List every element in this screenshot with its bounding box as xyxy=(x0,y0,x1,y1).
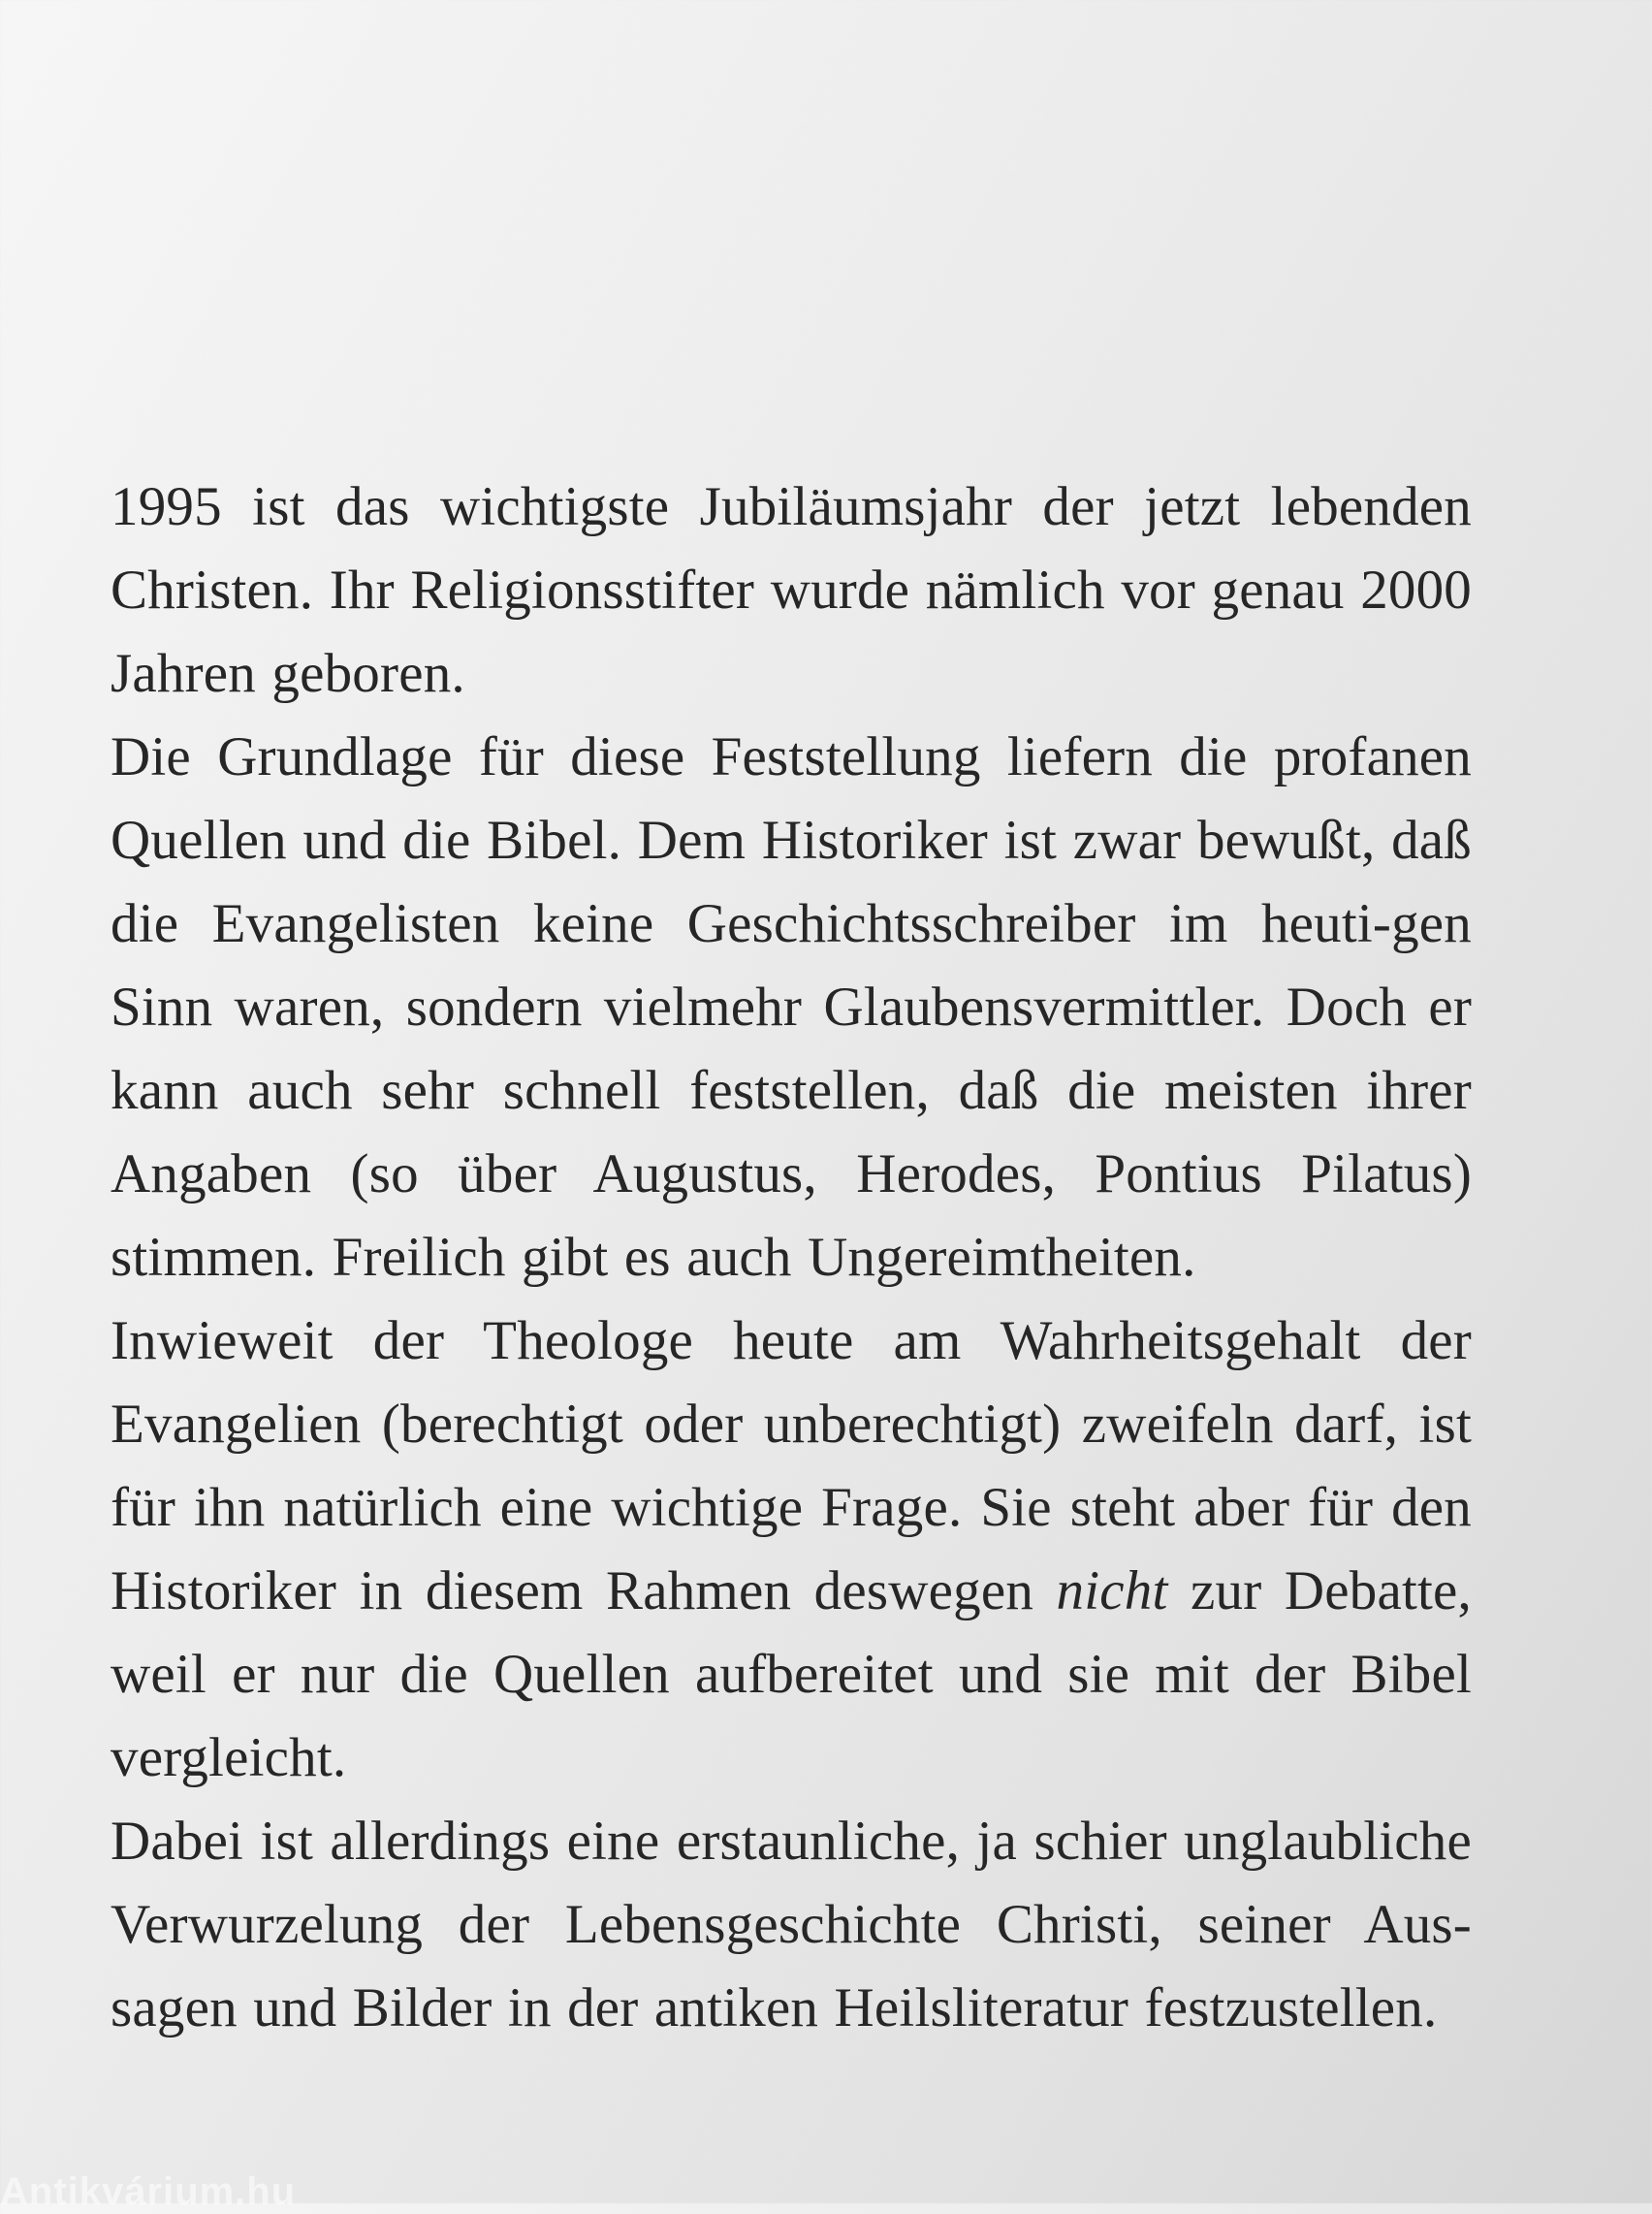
body-text xyxy=(111,465,1472,2050)
paragraph-1: 1995 ist das wichtigste Jubiläumsjahr der jetzt lebenden Christen. Ihr Religionsstifter wurde nämlich vor genau 2000 Jahren geboren. xyxy=(111,476,1472,704)
show-through-text xyxy=(145,29,1483,112)
paragraph-3-part-2: zur Debatte, weil er nur die Quellen aufbereitet und sie mit der Bibel vergleicht. xyxy=(111,1560,1472,1788)
watermark: Antikvárium.hu xyxy=(0,2170,297,2213)
paragraph-4: Dabei ist allerdings eine erstaunliche, ja schier unglaubliche Verwurzelung der Lebensgeschichte Christi, seiner Aus-sagen und Bilder in der antiken Heilsliteratur festzustellen. xyxy=(111,1811,1472,2038)
paragraph-3 xyxy=(111,1300,1472,1800)
paragraph-2: Die Grundlage für diese Feststellung liefern die profanen Quellen und die Bibel. Dem Historiker ist zwar bewußt, daß die Evangelisten keine Geschichtsschreiber im heuti-gen Sinn waren, sondern vielmehr Glaubensvermittler. Doch er kann auch sehr schnell feststellen, daß die meisten ihrer Angaben (so über Augustus, Herodes, Pontius Pilatus) stimmen. Freilich gibt es auch Ungereimtheiten. xyxy=(111,726,1472,1288)
paragraph-3-emphasis: nicht xyxy=(1056,1560,1168,1621)
paragraph-3-part-1: Inwieweit der Theologe heute am Wahrheitsgehalt der Evangelien (berechtigt oder unberechtigt) zweifeln darf, ist für ihn natürlich eine wichtige Frage. Sie steht aber für den Historiker in diesem Rahmen deswegen xyxy=(111,1310,1472,1621)
